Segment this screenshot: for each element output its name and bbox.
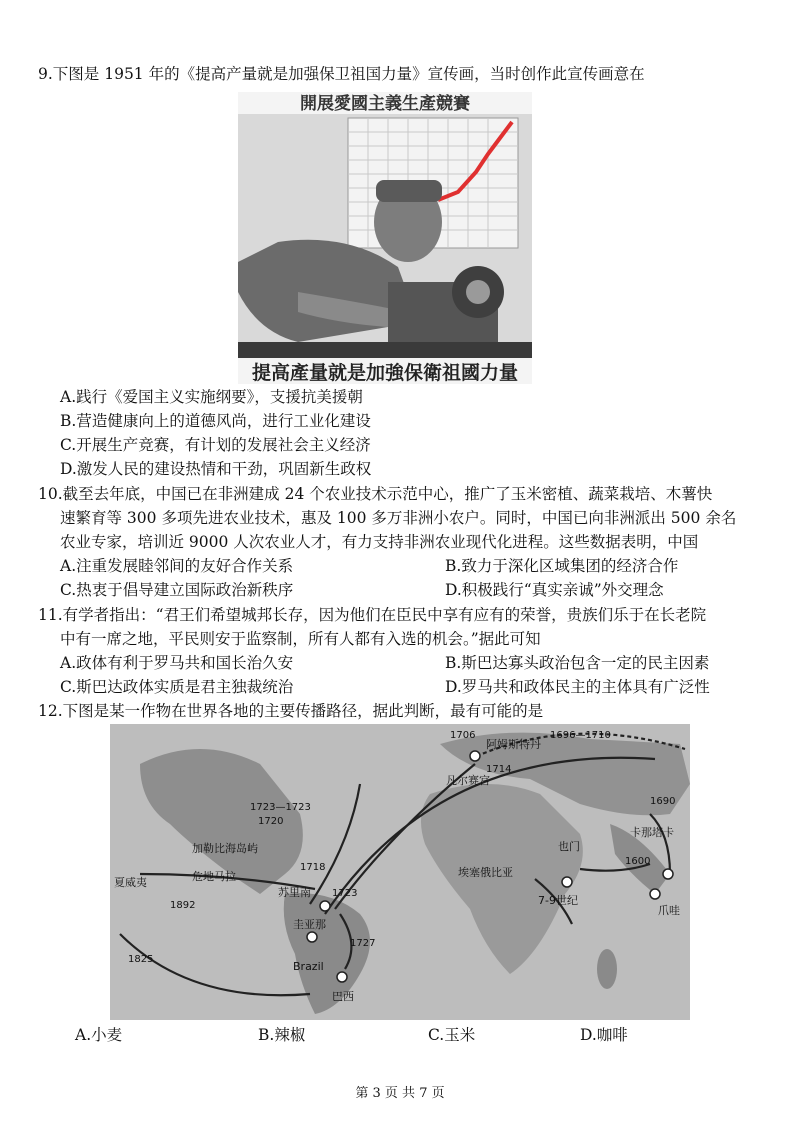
q9-option-b: B.营造健康向上的道德风尚，进行工业化建设 xyxy=(60,412,371,430)
label-ethiopia: 埃塞俄比亚 xyxy=(458,866,513,879)
propaganda-poster xyxy=(238,92,532,384)
q11-option-d: D.罗马共和政体民主的主体具有广泛性 xyxy=(445,678,710,696)
year-1825: 1825 xyxy=(128,954,154,965)
madagascar xyxy=(597,949,617,989)
year-1718: 1718 xyxy=(300,862,326,873)
label-guatemala: 危地马拉 xyxy=(192,870,236,883)
worker-cap xyxy=(376,180,442,202)
q10-option-b: B.致力于深化区域集团的经济合作 xyxy=(445,557,679,575)
q10-option-c: C.热衷于倡导建立国际政治新秩序 xyxy=(60,581,294,599)
label-brazil: 巴西 xyxy=(332,990,354,1003)
q12-option-c: C.玉米 xyxy=(428,1026,476,1044)
year-1727: 1727 xyxy=(350,938,376,949)
q9-option-d: D.激发人民的建设热情和干劲，巩固新生政权 xyxy=(60,460,372,478)
year-1720: 1720 xyxy=(258,816,284,827)
year-1690: 1690 xyxy=(650,796,676,807)
label-century: 7-9世纪 xyxy=(538,894,578,907)
q11-option-a: A.政体有利于罗马共和国长治久安 xyxy=(60,654,294,672)
label-karnataka: 卡那塔卡 xyxy=(630,826,674,839)
page-footer: 第 3 页 共 7 页 xyxy=(355,1086,445,1101)
label-surinam: 苏里南 xyxy=(278,886,311,899)
q11-line-2: 中有一席之地，平民则安于监察制，所有人都有入选的机会。”据此可知 xyxy=(60,630,541,648)
q11-line-1: 11.有学者指出：“君王们希望城邦长存，因为他们在臣民中享有应有的荣誉，贵族们乐于在长老院 xyxy=(38,606,707,624)
label-amsterdam: 阿姆斯特丹 xyxy=(486,738,541,751)
poster-top-banner: 開展愛國主義生產競賽 xyxy=(300,94,470,114)
label-java: 爪哇 xyxy=(658,904,680,917)
q10-line-2: 速繁育等 300 多项先进农业技术，惠及 100 多万非洲小农户。同时，中国已向非洲派出 500 余名 xyxy=(60,509,737,527)
year-top-range: 1696—1710 xyxy=(550,730,611,741)
q10-line-1: 10.截至去年底，中国已在非洲建成 24 个农业技术示范中心，推广了玉米密植、蔬菜栽培、木薯快 xyxy=(38,485,713,503)
q9-option-a: A.践行《爱国主义实施纲要》，支援抗美援朝 xyxy=(60,388,363,406)
label-brazil-en: Brazil xyxy=(293,960,324,973)
q10-line-3: 农业专家，培训近 9000 人次农业人才，有力支持非洲农业现代化进程。这些数据表明，中国 xyxy=(60,533,699,551)
year-1714: 1714 xyxy=(486,764,512,775)
q12-option-d: D.咖啡 xyxy=(580,1026,628,1044)
q10-option-a: A.注重发展睦邻间的友好合作关系 xyxy=(60,557,294,575)
label-versailles: 凡尔赛宫 xyxy=(446,774,490,787)
q9-stem: 9.下图是 1951 年的《提高产量就是加强保卫祖国力量》宣传画，当时创作此宣传画意在 xyxy=(38,65,645,83)
q9-option-c: C.开展生产竞赛，有计划的发展社会主义经济 xyxy=(60,436,371,454)
q10-option-d: D.积极践行“真实亲诚”外交理念 xyxy=(445,581,664,599)
label-yemen: 也门 xyxy=(558,840,580,853)
label-caribbean: 加勒比海岛屿 xyxy=(192,842,258,855)
q12-option-a: A.小麦 xyxy=(75,1026,123,1044)
crop-spread-map xyxy=(110,724,690,1020)
q11-option-c: C.斯巴达政体实质是君主独裁统治 xyxy=(60,678,294,696)
label-guiana: 圭亚那 xyxy=(293,918,326,931)
year-1723: 1723 xyxy=(332,888,358,899)
poster-bottom-caption: 提高產量就是加強保衛祖國力量 xyxy=(251,362,519,384)
year-range: 1723—1723 xyxy=(250,802,311,813)
q11-option-b: B.斯巴达寡头政治包含一定的民主因素 xyxy=(445,654,710,672)
q12-option-b: B.辣椒 xyxy=(258,1026,306,1044)
year-1892: 1892 xyxy=(170,900,196,911)
q12-stem: 12.下图是某一作物在世界各地的主要传播路径，据此判断，最有可能的是 xyxy=(38,702,544,720)
year-1706: 1706 xyxy=(450,730,476,741)
year-1600: 1600 xyxy=(625,856,651,867)
label-hawaii: 夏威夷 xyxy=(114,876,147,889)
